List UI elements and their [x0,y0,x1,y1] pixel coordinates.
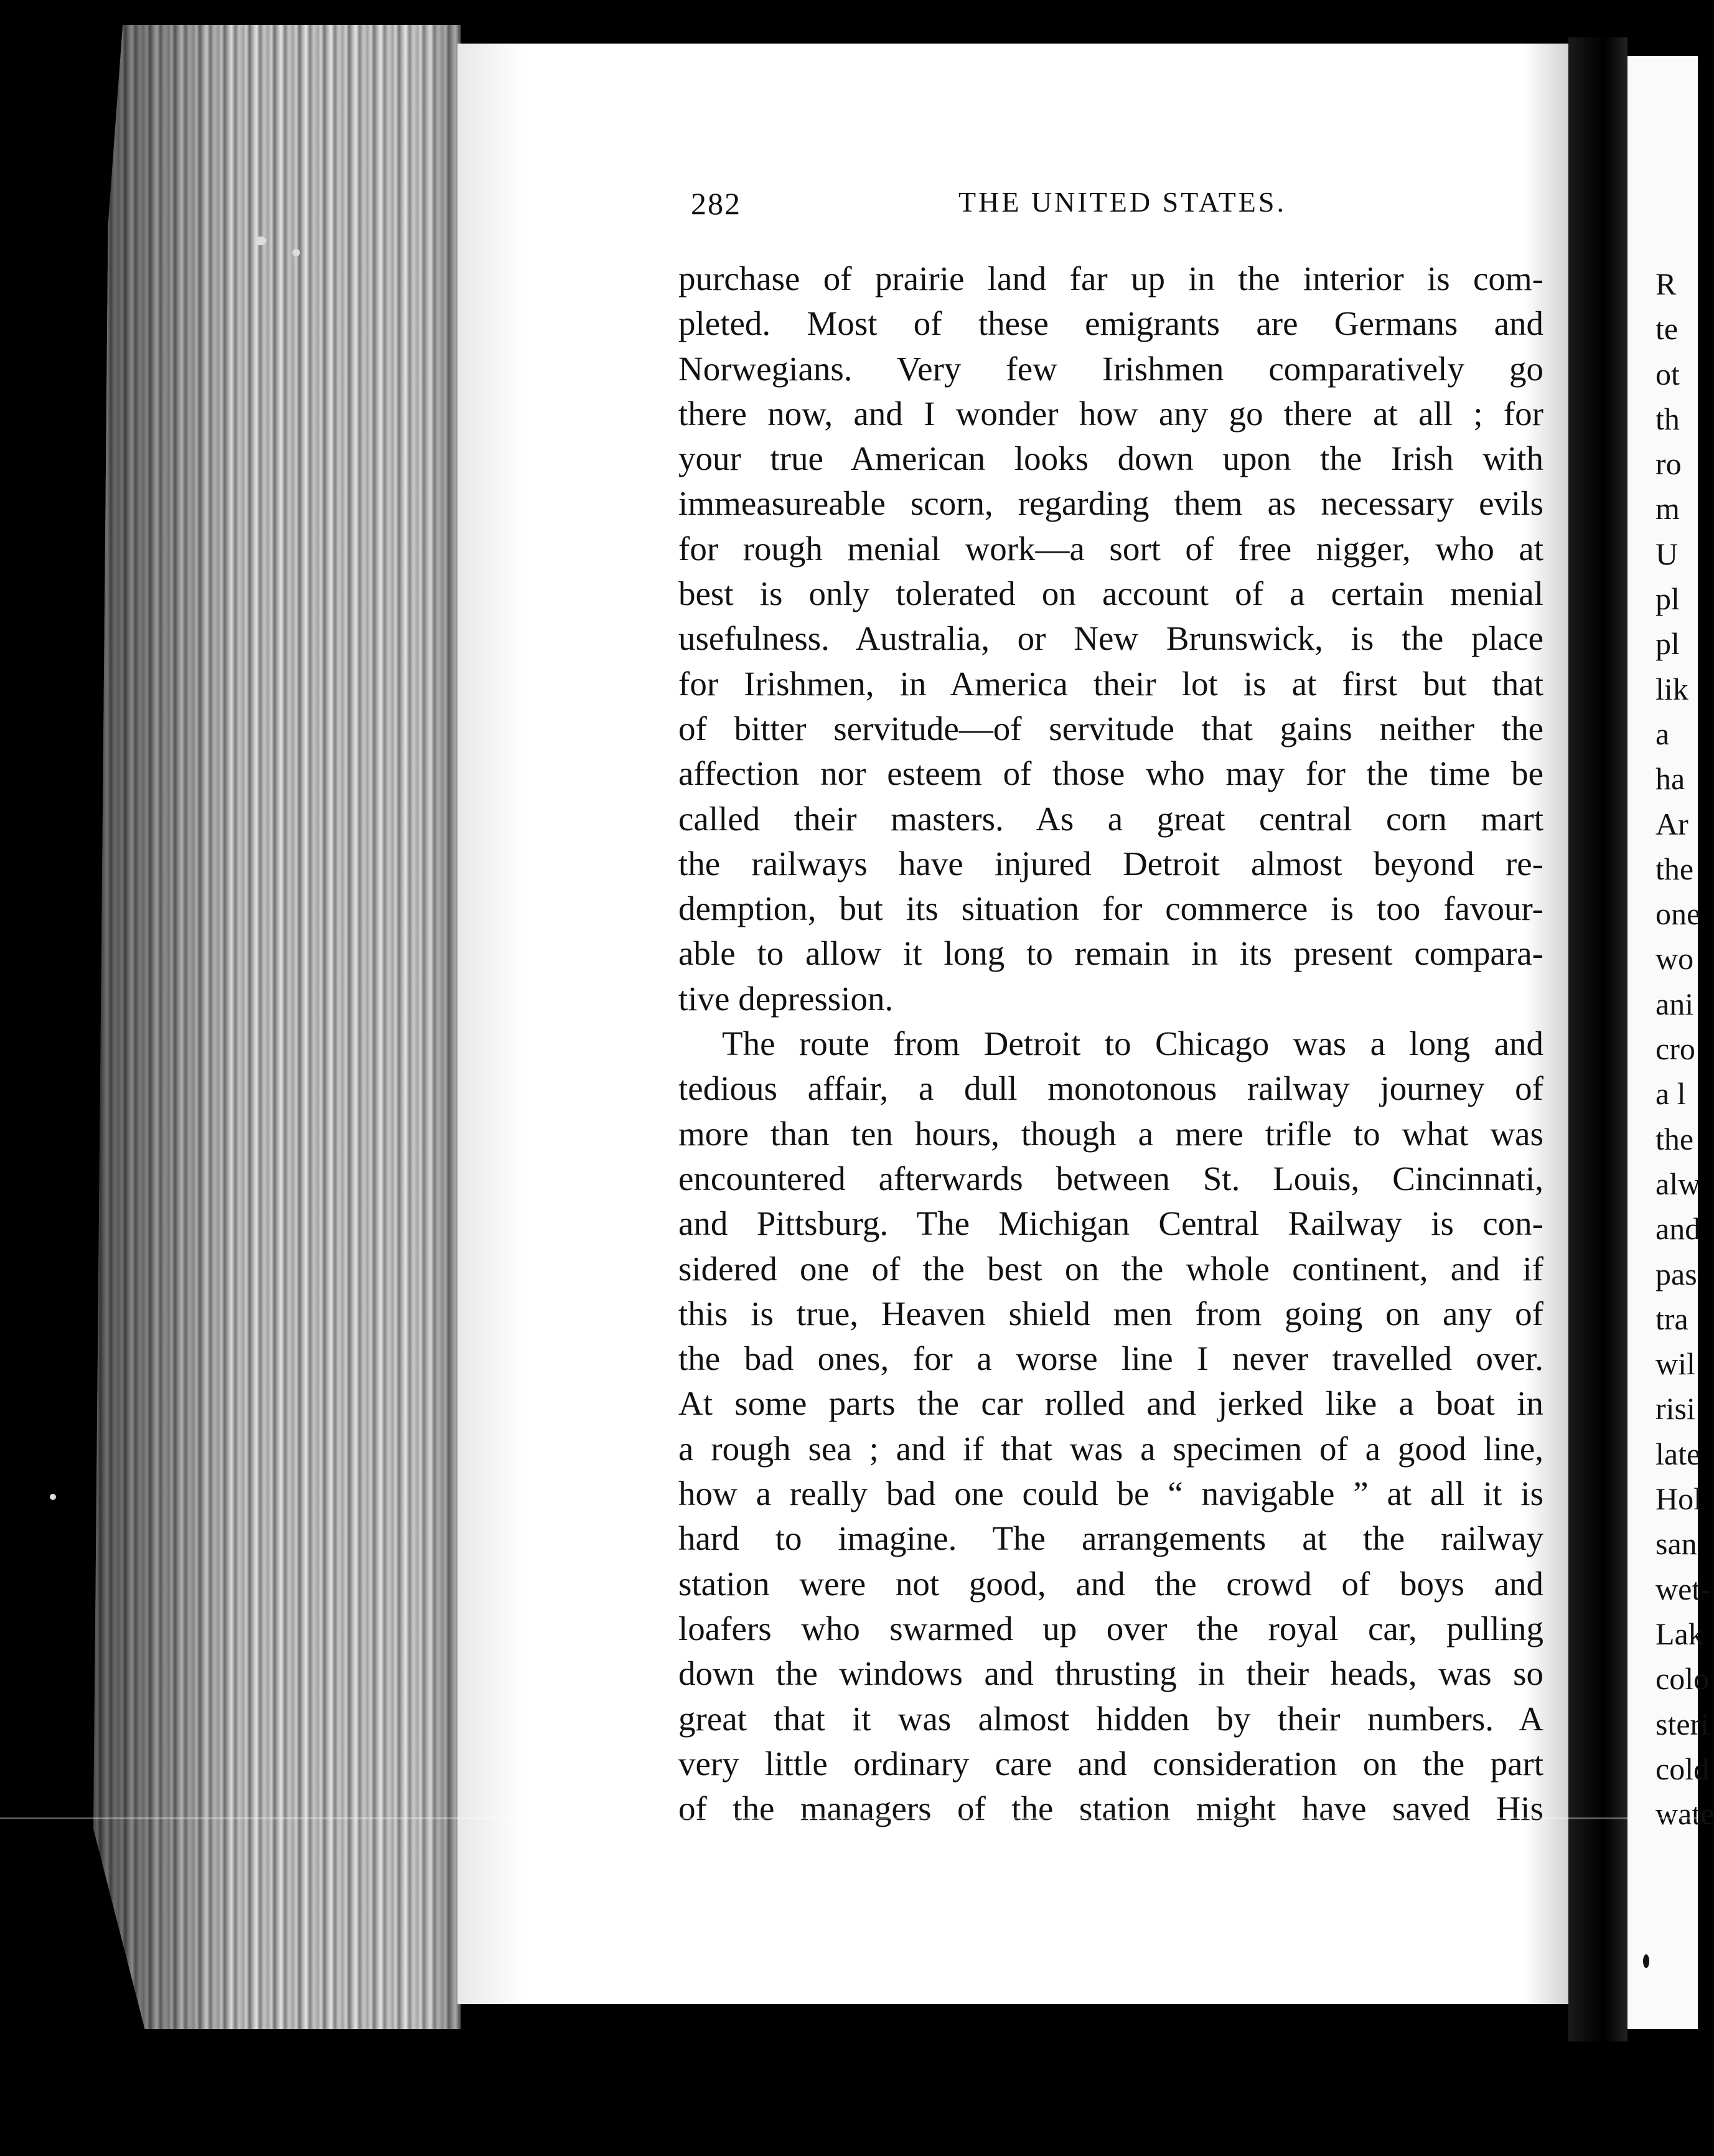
text-fragment: a l [1655,1076,1686,1112]
scan-artifact-line [0,1817,1698,1819]
dust-speck [1643,1954,1649,1968]
running-head [691,185,1537,229]
text-fragment: ani [1655,986,1694,1021]
text-line: your true American looks down upon the Irish with [678,439,1543,478]
text-line: this is true, Heaven shield men from going on any of [678,1294,1543,1333]
text-line: how a really bad one could be “ navigable ” at all it is [678,1474,1543,1513]
text-fragment: pl [1655,581,1680,617]
text-line: tive depression. [678,979,894,1018]
text-line: The route from Detroit to Chicago was a long and [722,1024,1543,1063]
text-fragment: Lak [1655,1616,1704,1651]
text-fragment: Hol [1655,1481,1702,1517]
text-fragment: colo [1655,1661,1710,1697]
text-line: of bitter servitude—of servitude that gains neither the [678,709,1543,748]
page-body-text [678,256,1543,1831]
text-line: affection nor esteem of those who may for the time be [678,754,1543,793]
text-fragment: te [1655,311,1679,347]
page-number: 282 [691,186,741,221]
text-line: demption, but its situation for commerce is too favour- [678,889,1543,928]
text-line: hard to imagine. The arrangements at the railway [678,1519,1543,1558]
text-fragment: Ar [1655,806,1688,841]
dust-speck [50,1494,56,1500]
text-fragment: wate [1655,1796,1714,1832]
text-line: usefulness. Australia, or New Brunswick, is the place [678,619,1543,658]
text-line: and Pittsburg. The Michigan Central Railway is con- [678,1204,1543,1243]
text-fragment: m [1655,491,1680,527]
text-line: the railways have injured Detroit almost beyond re- [678,844,1543,883]
text-fragment: late [1655,1436,1701,1471]
text-line: tedious affair, a dull monotonous railway journey of [678,1069,1543,1108]
text-fragment: alw [1655,1166,1701,1201]
text-fragment: the [1655,851,1694,886]
text-line: called their masters. As a great central corn mart [678,799,1543,838]
text-line: Norwegians. Very few Irishmen comparatively go [678,349,1543,388]
text-line: encountered afterwards between St. Louis, Cincinnati, [678,1159,1543,1198]
text-fragment: and [1655,1211,1701,1247]
text-fragment: steri [1655,1706,1710,1741]
text-line: best is only tolerated on account of a certain menial [678,574,1543,613]
text-line: able to allow it long to remain in its present compara- [678,934,1543,973]
text-fragment: wil [1655,1346,1695,1382]
text-line: for rough menial work—a sort of free nigger, who at [678,529,1543,568]
text-fragment: a [1655,716,1670,751]
text-line: station were not good, and the crowd of boys and [678,1564,1543,1603]
text-line: At some parts the car rolled and jerked like a boat in [678,1384,1543,1423]
text-fragment: cro [1655,1031,1695,1067]
text-fragment: pas [1655,1256,1697,1291]
text-line: great that it was almost hidden by their numbers. A [678,1699,1543,1738]
text-line: more than ten hours, though a mere trifle to what was [678,1114,1543,1153]
text-line: sidered one of the best on the whole continent, and if [678,1249,1543,1288]
text-fragment: R [1655,266,1677,301]
book-gutter [1568,37,1627,2041]
text-fragment: cold [1655,1751,1710,1786]
text-fragment: ot [1655,356,1680,391]
text-fragment: ro [1655,446,1682,482]
right-page-text-fragments [1655,261,1714,1836]
text-fragment: san [1655,1526,1697,1562]
text-fragment: the [1655,1121,1694,1156]
text-line: down the windows and thrusting in their heads, was so [678,1654,1543,1693]
text-fragment: pl [1655,626,1680,662]
page-edges-shadow [93,25,461,2029]
text-fragment: wet- [1655,1571,1711,1606]
running-head-title: THE UNITED STATES. [958,186,1286,218]
text-line: very little ordinary care and consideration on the part [678,1744,1543,1783]
text-line: pleted. Most of these emigrants are Germans and [678,304,1543,343]
text-line: the bad ones, for a worse line I never travelled over. [678,1339,1543,1378]
text-fragment: risi [1655,1391,1695,1427]
text-line: loafers who swarmed up over the royal car, pulling [678,1609,1543,1647]
text-fragment: th [1655,401,1680,436]
dust-speck [255,237,266,245]
text-line: there now, and I wonder how any go there at all ; for [678,394,1543,433]
text-fragment: one [1655,896,1701,932]
text-line: for Irishmen, in America their lot is at first but that [678,664,1543,703]
text-fragment: ha [1655,761,1685,797]
text-fragment: wo [1655,941,1694,977]
text-line: of the managers of the station might have saved His [678,1789,1543,1828]
dust-speck [293,249,300,256]
text-fragment: U [1655,536,1679,571]
text-fragment: tra [1655,1301,1688,1336]
text-line: immeasureable scorn, regarding them as necessary evils [678,484,1543,523]
text-line: a rough sea ; and if that was a specimen of a good line, [678,1429,1543,1468]
text-fragment: lik [1655,671,1688,706]
text-line: purchase of prairie land far up in the interior is com- [678,260,1543,298]
